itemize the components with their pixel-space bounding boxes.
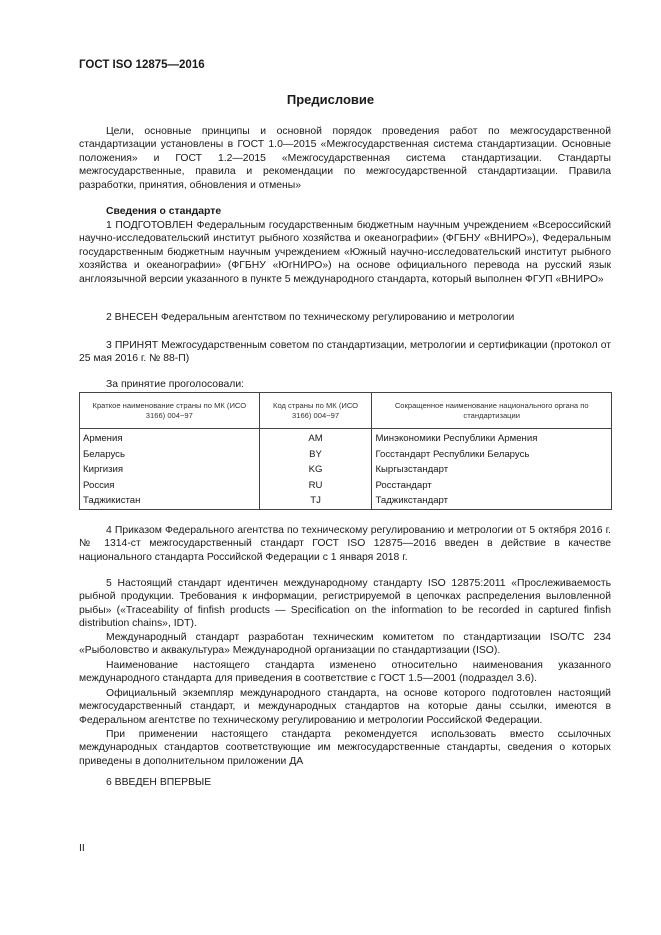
cell-code: KG <box>259 462 372 478</box>
item-6-paragraph: 6 ВВЕДЕН ВПЕРВЫЕ <box>106 777 212 788</box>
cell-organization: Кыргызстандарт <box>372 462 612 478</box>
table-header-row <box>80 393 612 429</box>
page-number: II <box>79 843 85 854</box>
cell-organization: Росстандарт <box>372 478 612 494</box>
cell-code: AM <box>259 429 372 447</box>
table-row <box>80 462 612 478</box>
cell-organization: Таджикстандарт <box>372 493 612 509</box>
item-1-paragraph: 1 ПОДГОТОВЛЕН Федеральным государственным бюджетным научным учреждением «Всероссийский научно-исследовательский институт рыбного хозяйства и океанографии» (ФГБНУ «ВНИРО»), Федеральным государственным бюджетным научным учреждением «Южный научно-исследовательский институт рыбного хозяйства и океанографии» (ФГБНУ «ЮгНИРО») на основе официального перевода на русский язык англоязычной версии указанного в пункте 5 международного стандарта, который выполнен ФГУП «ВНИРО» <box>79 220 611 285</box>
cell-country: Армения <box>80 429 260 447</box>
voted-label: За принятие проголосовали: <box>106 379 245 390</box>
cell-country: Россия <box>80 478 260 494</box>
header-country: Краткое наименование страны по МК (ИСО 3166) 004−97 <box>80 393 260 429</box>
document-header: ГОСТ ISO 12875—2016 <box>79 59 205 71</box>
header-code: Код страны по МК (ИСО 3166) 004−97 <box>259 393 372 429</box>
item-3-paragraph: 3 ПРИНЯТ Межгосударственным советом по стандартизации, метрологии и сертификации (протокол от 25 мая 2016 г. № 88-П) <box>79 340 611 365</box>
cell-organization: Минэкономики Республики Армения <box>372 429 612 447</box>
table-row <box>80 478 612 494</box>
voting-table <box>79 392 612 510</box>
item-5-references-paragraph: При применении настоящего стандарта рекомендуется использовать вместо ссылочных международных стандартов соответствующие им межгосударственные стандарты, сведения о которых приведены в дополнительном приложении ДА <box>79 729 611 767</box>
item-5-name-change-paragraph: Наименование настоящего стандарта изменено относительно наименования указанного международного стандарта для приведения в соответствие с ГОСТ 1.5—2001 (подраздел 3.6). <box>79 660 611 685</box>
section-subtitle: Сведения о стандарте <box>106 206 222 217</box>
page-title: Предисловие <box>286 92 375 107</box>
item-5-paragraph: 5 Настоящий стандарт идентичен международному стандарту ISO 12875:2011 «Прослеживаемость рыбной продукции. Требования к информации, регистрируемой в цепочках распределения выловленной рыбы» («Traceability of finfish products — Specification on the information to be recorded in captured finfish distribution chains», IDT). <box>79 578 611 630</box>
table-row <box>80 493 612 509</box>
item-5-international-paragraph: Международный стандарт разработан техническим комитетом по стандартизации ISO/TC 234 «Рыболовство и аквакультура» Международной организации по стандартизации (ISO). <box>79 632 611 657</box>
cell-code: TJ <box>259 493 372 509</box>
intro-paragraph: Цели, основные принципы и основной порядок проведения работ по межгосударственной стандартизации установлены в ГОСТ 1.0—2015 «Межгосударственная система стандартизации. Основные положения» и ГОСТ 1.2—2015 «Межгосударственная система стандартизации. Стандарты межгосударственные, правила и рекомендации по межгосударственной стандартизации. Правила разработки, принятия, обновления и отмены» <box>79 126 611 191</box>
table-row <box>80 447 612 463</box>
header-organization: Сокращенное наименование национального органа по стандартизации <box>372 393 612 429</box>
cell-code: RU <box>259 478 372 494</box>
cell-country: Таджикистан <box>80 493 260 509</box>
item-5-official-copy-paragraph: Официальный экземпляр международного стандарта, на основе которого подготовлен настоящий межгосударственный стандарт, и международных стандартов на которые даны ссылки, имеются в Федеральном агентстве по техническому регулированию и метрологии Российской Федерации. <box>79 688 611 726</box>
item-2-paragraph: 2 ВНЕСЕН Федеральным агентством по техническому регулированию и метрологии <box>106 312 515 323</box>
item-4-paragraph: 4 Приказом Федерального агентства по техническому регулированию и метрологии от 5 октября 2016 г. № 1314-ст межгосударственный стандарт ГОСТ ISO 12875—2016 введен в действие в качестве национального стандарта Российской Федерации с 1 января 2018 г. <box>79 525 611 563</box>
cell-country: Беларусь <box>80 447 260 463</box>
cell-organization: Госстандарт Республики Беларусь <box>372 447 612 463</box>
table-row <box>80 429 612 447</box>
cell-country: Киргизия <box>80 462 260 478</box>
cell-code: BY <box>259 447 372 463</box>
